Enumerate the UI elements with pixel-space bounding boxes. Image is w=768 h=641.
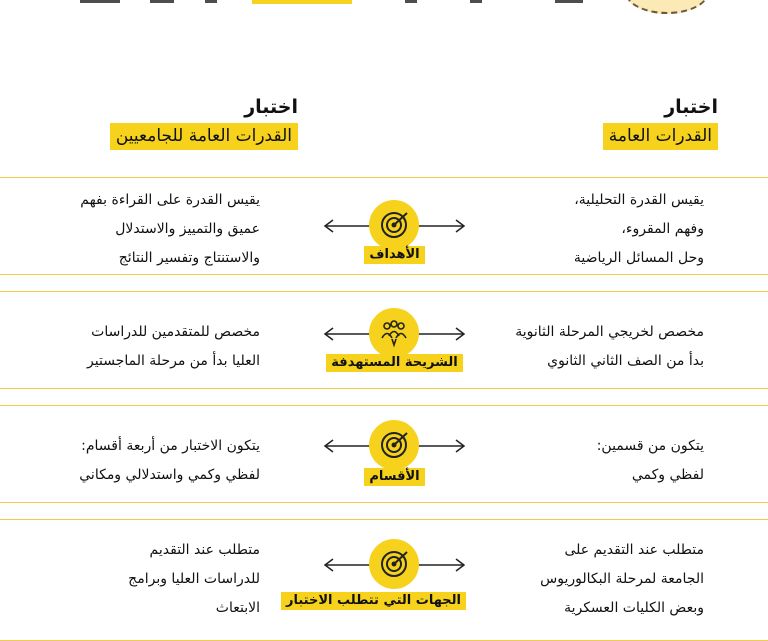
cell-line: وبعض الكليات العسكرية bbox=[564, 600, 704, 616]
cropped-text-fragment bbox=[80, 0, 120, 3]
cell-line: بدأ من الصف الثاني الثانوي bbox=[547, 353, 704, 369]
university-aptitude-cell bbox=[128, 536, 260, 623]
comparison-row-requiring-bodies bbox=[0, 519, 768, 641]
university-aptitude-cell bbox=[87, 318, 260, 376]
cell-line: متطلب عند التقديم bbox=[149, 542, 260, 558]
target-icon bbox=[369, 200, 419, 250]
target-icon bbox=[369, 420, 419, 470]
cell-line: وفهم المقروء، bbox=[621, 221, 704, 237]
cell-line: الجامعة لمرحلة البكالوريوس bbox=[540, 571, 704, 587]
cropped-text-fragment bbox=[555, 0, 583, 3]
row-center-badge bbox=[285, 520, 466, 616]
row-center-badge bbox=[323, 406, 466, 502]
cropped-text-fragment bbox=[405, 0, 417, 3]
row-label: الأقسام bbox=[323, 468, 466, 486]
cell-line: متطلب عند التقديم على bbox=[564, 542, 704, 558]
row-label: الجهات التي تتطلب الاختبار bbox=[323, 592, 466, 610]
cell-line: والاستنتاج وتفسير النتائج bbox=[118, 250, 260, 266]
header-subtitle: القدرات العامة للجامعيين bbox=[110, 123, 298, 150]
cell-line: العليا بدأ من مرحلة الماجستير bbox=[87, 353, 260, 369]
comparison-row-goals bbox=[0, 177, 768, 275]
cropped-text-fragment bbox=[470, 0, 482, 3]
cell-line: يقيس القدرة على القراءة بفهم bbox=[80, 192, 260, 208]
cell-line: يقيس القدرة التحليلية، bbox=[574, 192, 704, 208]
header-general-aptitude bbox=[603, 95, 718, 150]
cell-line: عميق والتمييز والاستدلال bbox=[115, 221, 260, 237]
target-icon bbox=[369, 539, 419, 589]
row-label: الشريحة المستهدفة bbox=[323, 354, 466, 372]
cropped-text-fragment bbox=[150, 0, 174, 3]
cropped-highlight-fragment bbox=[252, 0, 352, 4]
cell-line: يتكون الاختبار من أربعة أقسام: bbox=[81, 438, 260, 454]
row-center-badge bbox=[323, 178, 466, 274]
header-title: اختبار bbox=[664, 96, 718, 118]
comparison-row-target-segment bbox=[0, 291, 768, 389]
logo-badge bbox=[625, 0, 709, 14]
cell-line: مخصص للمتقدمين للدراسات bbox=[91, 324, 260, 340]
cell-line: الابتعاث bbox=[215, 600, 260, 616]
general-aptitude-cell bbox=[574, 186, 704, 273]
cell-line: لفظي وكمي bbox=[631, 467, 704, 483]
header-university-aptitude bbox=[110, 95, 298, 150]
general-aptitude-cell bbox=[515, 318, 704, 376]
cell-line: يتكون من قسمين: bbox=[596, 438, 704, 454]
comparison-row-sections bbox=[0, 405, 768, 503]
people-group-icon bbox=[369, 308, 419, 358]
top-cropped-bar bbox=[0, 0, 768, 14]
university-aptitude-cell bbox=[80, 186, 260, 273]
general-aptitude-cell bbox=[540, 536, 704, 623]
cropped-text-fragment bbox=[205, 0, 217, 3]
cell-line: لفظي وكمي واستدلالي ومكاني bbox=[79, 467, 260, 483]
cell-line: للدراسات العليا وبرامج bbox=[128, 571, 260, 587]
general-aptitude-cell bbox=[597, 432, 704, 490]
cell-line: وحل المسائل الرياضية bbox=[573, 250, 704, 266]
header-title: اختبار bbox=[244, 96, 298, 118]
header-subtitle: القدرات العامة bbox=[603, 123, 718, 150]
row-center-badge bbox=[323, 292, 466, 388]
cell-line: مخصص لخريجي المرحلة الثانوية bbox=[515, 324, 704, 340]
university-aptitude-cell bbox=[79, 432, 260, 490]
row-label: الأهداف bbox=[323, 246, 466, 264]
